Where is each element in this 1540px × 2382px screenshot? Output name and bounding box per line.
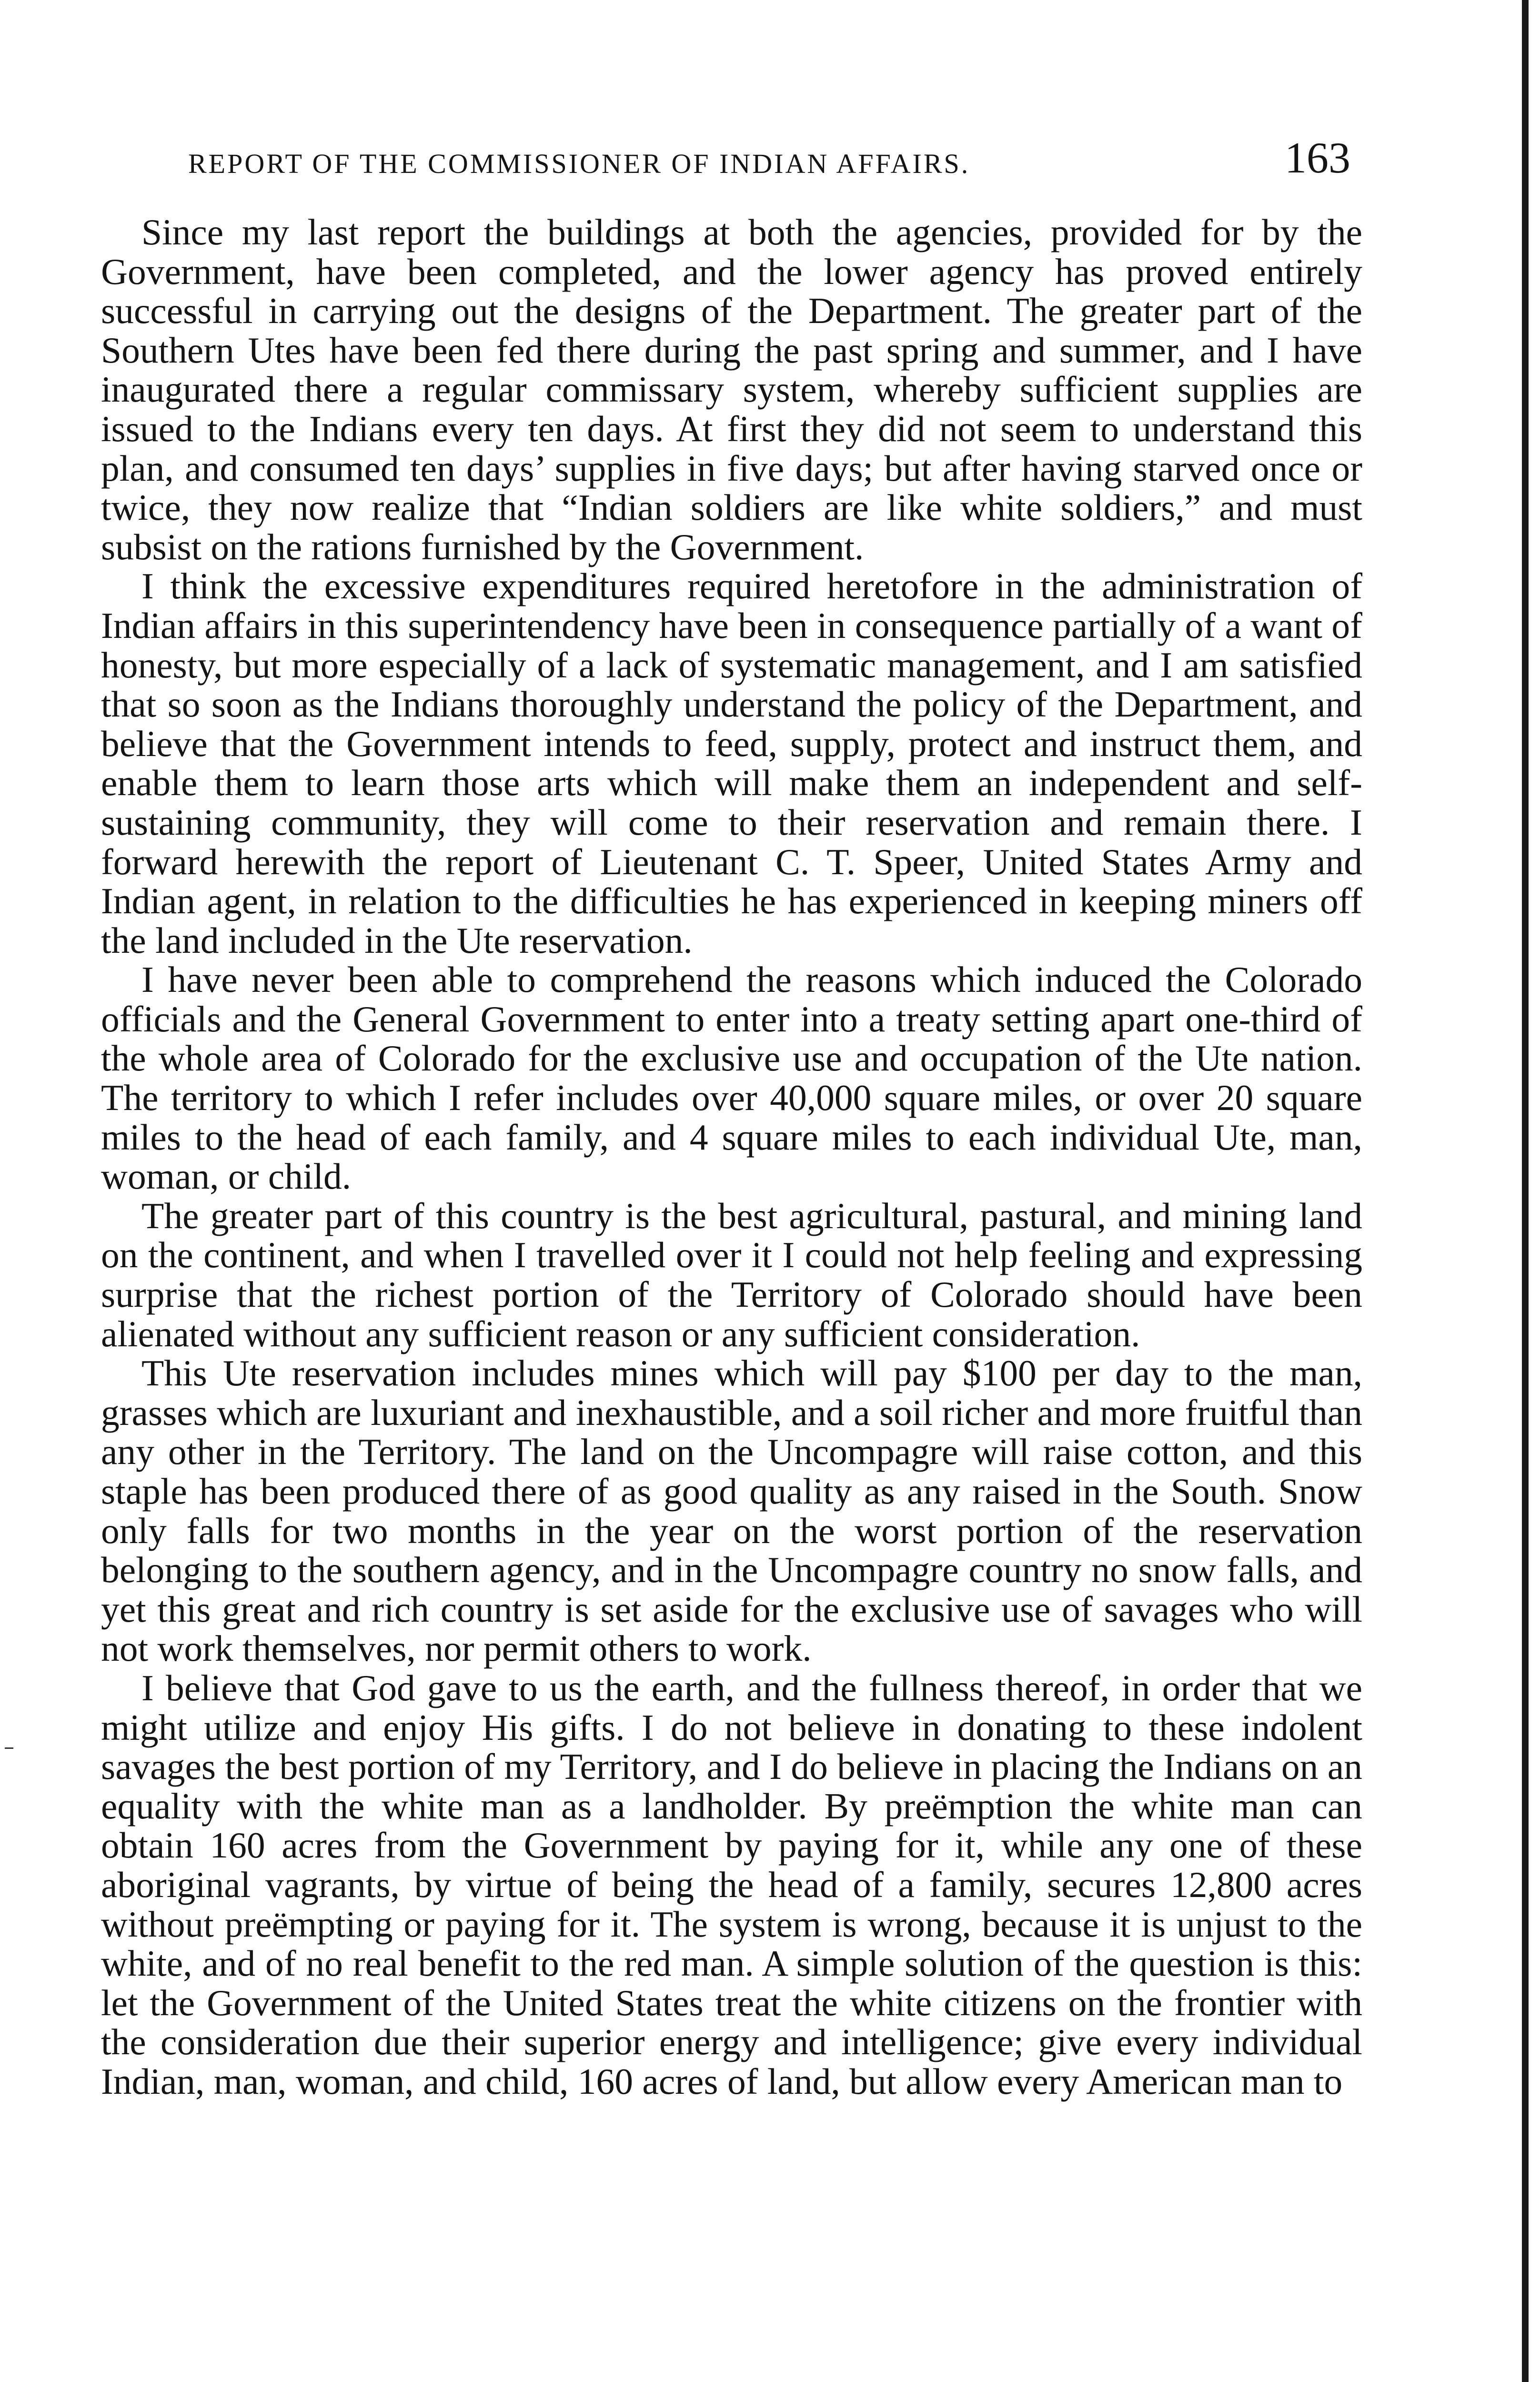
report-body	[101, 212, 1362, 2101]
paragraph-treaty-reasons: I have never been able to comprehend the reasons which induced the Colorado officials and the General Government to enter into a treaty setting apart one-third of the whole area of Colorado for the exclusive use and occupation of the Ute nation. The territory to which I refer includes over 40,000 square miles, or over 20 square miles to the head of each family, and 4 square miles to each individual Ute, man, woman, or child.	[101, 959, 1362, 1197]
running-header	[188, 128, 1350, 180]
margin-mark	[5, 1747, 13, 1749]
page-edge-shadow	[1522, 0, 1529, 2382]
paragraph-excessive-expenditures: I think the excessive expenditures required heretofore in the administration of Indian affairs in this superintendency have been in consequence partially of a want of honesty, but more especially of a lack of systematic management, and I am satisfied that so soon as the Indians thoroughly understand the policy of the Department, and believe that the Government intends to feed, supply, protect and instruct them, and enable them to learn those arts which will make them an independent and self-sustaining community, they will come to their reservation and remain there. I forward herewith the report of Lieutenant C. T. Speer, United States Army and Indian agent, in relation to the difficulties he has experienced in keeping miners off the land included in the Ute reservation.	[101, 565, 1362, 961]
paragraph-god-gave-earth: I believe that God gave to us the earth, and the fullness thereof, in order that we might utilize and enjoy His gifts. I do not believe in donating to these indolent savages the best portion of my Territory, and I do believe in placing the Indians on an equality with the white man as a landholder. By preëmption the white man can obtain 160 acres from the Government by paying for it, while any one of these aboriginal vagrants, by virtue of being the head of a family, secures 12,800 acres without preëmpting or paying for it. The system is wrong, because it is unjust to the white, and of no real benefit to the red man. A simple solution of the question is this: let the Government of the United States treat the white citizens on the frontier with the consideration due their superior energy and intelligence; give every individual Indian, man, woman, and child, 160 acres of land, but allow every American man to	[101, 1667, 1362, 2102]
paragraph-buildings-completed: Since my last report the buildings at both the agencies, provided for by the Government, have been completed, and the lower agency has proved entirely successful in carrying out the designs of the Department. The greater part of the Southern Utes have been fed there during the past spring and summer, and I have inaugurated there a regular commissary system, whereby sufficient supplies are issued to the Indians every ten days. At first they did not seem to understand this plan, and consumed ten days’ supplies in five days; but after having starved once or twice, they now realize that “Indian soldiers are like white soldiers,” and must subsist on the rations furnished by the Government.	[101, 212, 1362, 567]
running-title: REPORT OF THE COMMISSIONER OF INDIAN AFFAIRS.	[188, 148, 970, 179]
paragraph-ute-reservation: This Ute reservation includes mines which will pay $100 per day to the man, grasses which are luxuriant and inexhaustible, and a soil richer and more fruitful than any other in the Territory. The land on the Uncompagre will raise cotton, and this staple has been produced there of as good quality as any raised in the South. Snow only falls for two months in the year on the worst portion of the reservation belonging to the southern agency, and in the Uncompagre country no snow falls, and yet this great and rich country is set aside for the exclusive use of savages who will not work themselves, nor permit others to work.	[101, 1352, 1362, 1669]
paragraph-best-land: The greater part of this country is the best agricultural, pastural, and mining land on the continent, and when I travelled over it I could not help feeling and expressing surprise that the richest portion of the Territory of Colorado should have been alienated without any sufficient reason or any sufficient consideration.	[101, 1195, 1362, 1354]
page-number: 163	[1285, 133, 1350, 182]
